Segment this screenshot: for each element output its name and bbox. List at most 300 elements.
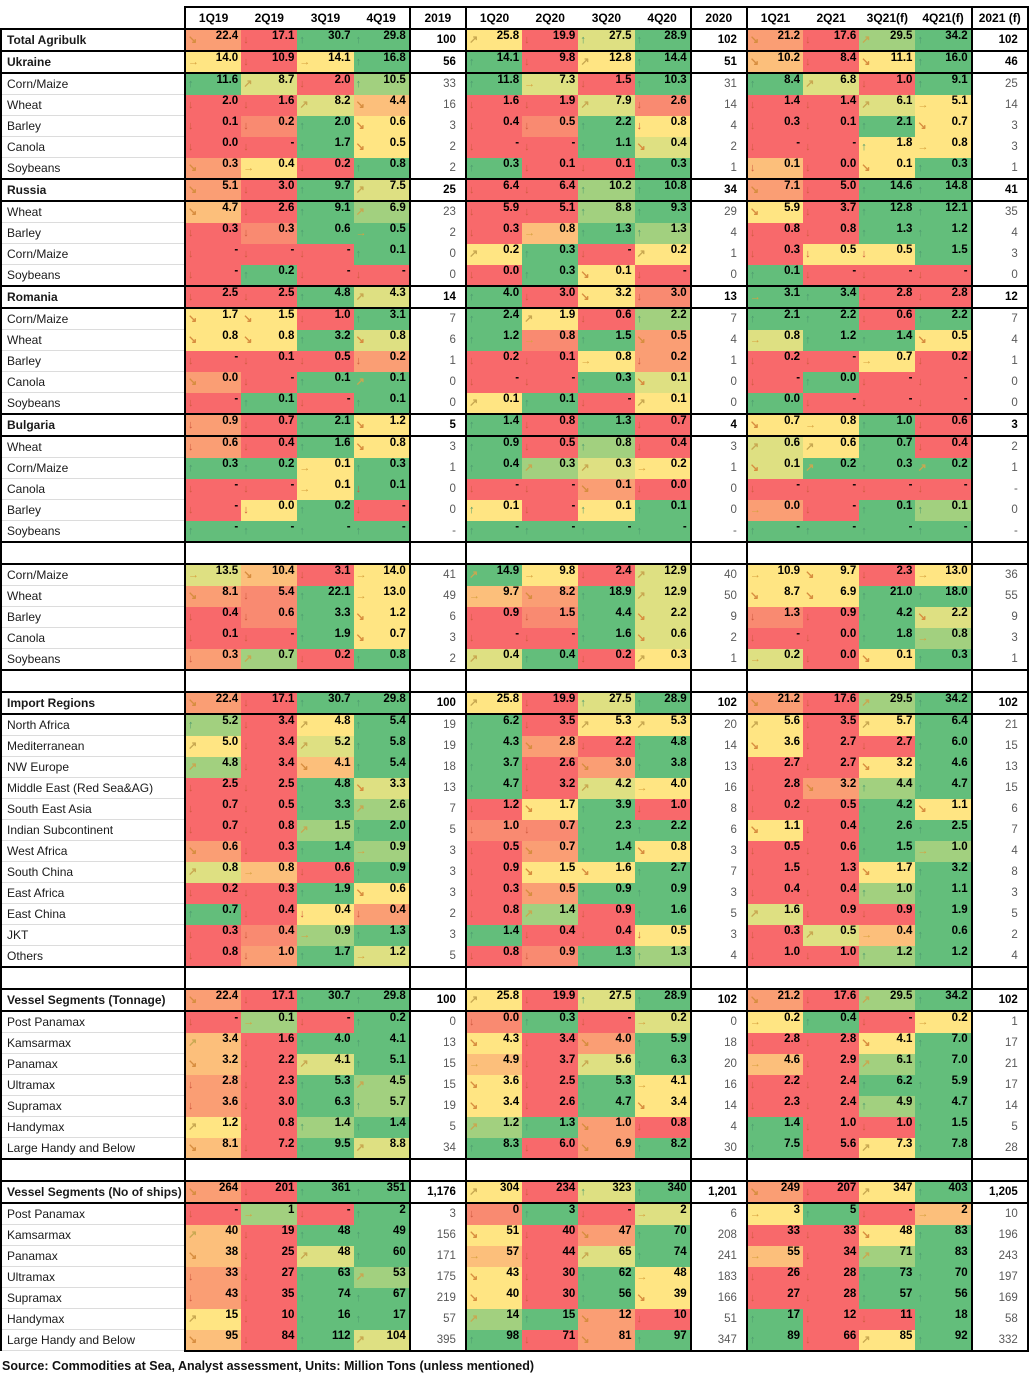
quarter-cell[interactable] [859, 51, 915, 73]
quarter-cell[interactable] [185, 1246, 241, 1267]
year-total-cell[interactable] [410, 244, 466, 265]
quarter-cell[interactable] [578, 265, 634, 287]
quarter-cell[interactable] [578, 1011, 634, 1033]
quarter-cell[interactable] [803, 1267, 859, 1288]
year-total-cell[interactable] [972, 714, 1028, 736]
row-label[interactable]: Wheat [1, 436, 185, 458]
quarter-cell[interactable] [185, 1203, 241, 1225]
quarter-cell[interactable] [915, 1138, 971, 1160]
quarter-cell[interactable] [185, 436, 241, 458]
quarter-cell[interactable] [522, 904, 578, 925]
quarter-cell[interactable] [297, 1054, 353, 1075]
year-total-cell[interactable] [691, 778, 747, 799]
year-total-cell[interactable] [410, 1203, 466, 1225]
year-total-cell[interactable] [691, 1181, 747, 1203]
year-total-cell[interactable] [691, 51, 747, 73]
quarter-cell[interactable] [241, 799, 297, 820]
quarter-cell[interactable] [915, 628, 971, 649]
year-total-cell[interactable] [691, 414, 747, 436]
quarter-cell[interactable] [578, 925, 634, 946]
year-total-cell[interactable] [691, 628, 747, 649]
quarter-cell[interactable] [185, 308, 241, 330]
quarter-cell[interactable] [354, 1033, 410, 1054]
quarter-cell[interactable] [354, 925, 410, 946]
quarter-cell[interactable] [915, 1033, 971, 1054]
year-total-cell[interactable] [691, 946, 747, 968]
quarter-cell[interactable] [241, 372, 297, 393]
quarter-cell[interactable] [241, 778, 297, 799]
quarter-cell[interactable] [803, 330, 859, 351]
quarter-cell[interactable] [241, 564, 297, 586]
quarter-cell[interactable] [185, 137, 241, 158]
column-header[interactable]: 2020 [691, 7, 747, 29]
quarter-cell[interactable] [185, 1054, 241, 1075]
quarter-cell[interactable] [747, 1096, 803, 1117]
quarter-cell[interactable] [915, 862, 971, 883]
quarter-cell[interactable] [915, 137, 971, 158]
year-total-cell[interactable] [691, 29, 747, 51]
quarter-cell[interactable] [185, 223, 241, 244]
quarter-cell[interactable] [354, 458, 410, 479]
year-total-cell[interactable] [972, 946, 1028, 968]
quarter-cell[interactable] [747, 1138, 803, 1160]
row-label[interactable]: Soybeans [1, 393, 185, 415]
quarter-cell[interactable] [297, 51, 353, 73]
year-total-cell[interactable] [972, 564, 1028, 586]
quarter-cell[interactable] [803, 1309, 859, 1330]
quarter-cell[interactable] [635, 73, 691, 95]
quarter-cell[interactable] [915, 904, 971, 925]
quarter-cell[interactable] [747, 436, 803, 458]
quarter-cell[interactable] [354, 393, 410, 415]
row-label[interactable]: Supramax [1, 1096, 185, 1117]
quarter-cell[interactable] [522, 820, 578, 841]
quarter-cell[interactable] [354, 1054, 410, 1075]
year-total-cell[interactable] [410, 265, 466, 287]
quarter-cell[interactable] [915, 372, 971, 393]
year-total-cell[interactable] [410, 904, 466, 925]
year-total-cell[interactable] [691, 244, 747, 265]
year-total-cell[interactable] [972, 883, 1028, 904]
quarter-cell[interactable] [578, 351, 634, 372]
year-total-cell[interactable] [691, 1309, 747, 1330]
quarter-cell[interactable] [185, 1309, 241, 1330]
quarter-cell[interactable] [241, 29, 297, 51]
quarter-cell[interactable] [578, 564, 634, 586]
quarter-cell[interactable] [915, 1225, 971, 1246]
column-header[interactable]: 3Q19 [297, 7, 353, 29]
quarter-cell[interactable] [241, 500, 297, 521]
quarter-cell[interactable] [354, 904, 410, 925]
year-total-cell[interactable] [691, 1203, 747, 1225]
quarter-cell[interactable] [241, 841, 297, 862]
year-total-cell[interactable] [972, 330, 1028, 351]
quarter-cell[interactable] [747, 649, 803, 671]
quarter-cell[interactable] [354, 862, 410, 883]
quarter-cell[interactable] [297, 201, 353, 223]
quarter-cell[interactable] [747, 351, 803, 372]
year-total-cell[interactable] [972, 137, 1028, 158]
row-label[interactable]: Wheat [1, 201, 185, 223]
year-total-cell[interactable] [691, 1267, 747, 1288]
quarter-cell[interactable] [466, 29, 522, 51]
quarter-cell[interactable] [466, 1246, 522, 1267]
quarter-cell[interactable] [522, 564, 578, 586]
year-total-cell[interactable] [691, 1288, 747, 1309]
quarter-cell[interactable] [578, 116, 634, 137]
quarter-cell[interactable] [522, 223, 578, 244]
quarter-cell[interactable] [466, 1203, 522, 1225]
column-header[interactable]: 2021 (f) [972, 7, 1028, 29]
row-label[interactable]: Large Handy and Below [1, 1330, 185, 1351]
quarter-cell[interactable] [522, 51, 578, 73]
quarter-cell[interactable] [522, 1033, 578, 1054]
quarter-cell[interactable] [241, 1181, 297, 1203]
year-total-cell[interactable] [410, 1288, 466, 1309]
quarter-cell[interactable] [522, 1075, 578, 1096]
quarter-cell[interactable] [185, 201, 241, 223]
quarter-cell[interactable] [354, 436, 410, 458]
row-label[interactable]: Wheat [1, 330, 185, 351]
quarter-cell[interactable] [466, 1309, 522, 1330]
quarter-cell[interactable] [859, 1075, 915, 1096]
year-total-cell[interactable] [972, 1267, 1028, 1288]
quarter-cell[interactable] [522, 73, 578, 95]
quarter-cell[interactable] [297, 1011, 353, 1033]
quarter-cell[interactable] [241, 1225, 297, 1246]
year-total-cell[interactable] [972, 586, 1028, 607]
quarter-cell[interactable] [522, 1138, 578, 1160]
quarter-cell[interactable] [859, 925, 915, 946]
row-label[interactable]: Russia [1, 179, 185, 201]
year-total-cell[interactable] [410, 628, 466, 649]
quarter-cell[interactable] [635, 989, 691, 1011]
year-total-cell[interactable] [410, 1330, 466, 1351]
row-label[interactable]: Import Regions [1, 692, 185, 714]
quarter-cell[interactable] [297, 1096, 353, 1117]
quarter-cell[interactable] [747, 1267, 803, 1288]
quarter-cell[interactable] [354, 1117, 410, 1138]
year-total-cell[interactable] [691, 820, 747, 841]
quarter-cell[interactable] [354, 29, 410, 51]
quarter-cell[interactable] [522, 436, 578, 458]
quarter-cell[interactable] [803, 736, 859, 757]
quarter-cell[interactable] [635, 372, 691, 393]
quarter-cell[interactable] [466, 564, 522, 586]
quarter-cell[interactable] [915, 1309, 971, 1330]
year-total-cell[interactable] [410, 862, 466, 883]
quarter-cell[interactable] [241, 116, 297, 137]
year-total-cell[interactable] [691, 286, 747, 308]
quarter-cell[interactable] [635, 201, 691, 223]
year-total-cell[interactable] [691, 479, 747, 500]
quarter-cell[interactable] [241, 586, 297, 607]
quarter-cell[interactable] [578, 692, 634, 714]
quarter-cell[interactable] [859, 714, 915, 736]
quarter-cell[interactable] [578, 1225, 634, 1246]
quarter-cell[interactable] [803, 95, 859, 116]
year-total-cell[interactable] [972, 1138, 1028, 1160]
quarter-cell[interactable] [635, 286, 691, 308]
year-total-cell[interactable] [972, 95, 1028, 116]
quarter-cell[interactable] [241, 1054, 297, 1075]
quarter-cell[interactable] [635, 137, 691, 158]
quarter-cell[interactable] [803, 351, 859, 372]
quarter-cell[interactable] [522, 179, 578, 201]
year-total-cell[interactable] [410, 414, 466, 436]
quarter-cell[interactable] [354, 414, 410, 436]
quarter-cell[interactable] [185, 692, 241, 714]
quarter-cell[interactable] [241, 223, 297, 244]
year-total-cell[interactable] [691, 436, 747, 458]
quarter-cell[interactable] [859, 778, 915, 799]
quarter-cell[interactable] [354, 521, 410, 543]
year-total-cell[interactable] [691, 521, 747, 543]
quarter-cell[interactable] [803, 436, 859, 458]
quarter-cell[interactable] [354, 714, 410, 736]
quarter-cell[interactable] [185, 51, 241, 73]
quarter-cell[interactable] [859, 757, 915, 778]
year-total-cell[interactable] [410, 458, 466, 479]
quarter-cell[interactable] [803, 649, 859, 671]
quarter-cell[interactable] [297, 564, 353, 586]
row-label[interactable]: Soybeans [1, 649, 185, 671]
quarter-cell[interactable] [859, 223, 915, 244]
quarter-cell[interactable] [466, 692, 522, 714]
quarter-cell[interactable] [747, 799, 803, 820]
year-total-cell[interactable] [691, 904, 747, 925]
year-total-cell[interactable] [972, 265, 1028, 287]
quarter-cell[interactable] [803, 1138, 859, 1160]
quarter-cell[interactable] [915, 308, 971, 330]
row-label[interactable]: Corn/Maize [1, 564, 185, 586]
quarter-cell[interactable] [522, 841, 578, 862]
year-total-cell[interactable] [972, 925, 1028, 946]
quarter-cell[interactable] [635, 946, 691, 968]
quarter-cell[interactable] [241, 351, 297, 372]
quarter-cell[interactable] [747, 521, 803, 543]
quarter-cell[interactable] [241, 1138, 297, 1160]
year-total-cell[interactable] [972, 799, 1028, 820]
quarter-cell[interactable] [354, 841, 410, 862]
quarter-cell[interactable] [297, 179, 353, 201]
quarter-cell[interactable] [859, 372, 915, 393]
quarter-cell[interactable] [185, 372, 241, 393]
row-label[interactable]: Kamsarmax [1, 1033, 185, 1054]
quarter-cell[interactable] [185, 330, 241, 351]
quarter-cell[interactable] [522, 1011, 578, 1033]
quarter-cell[interactable] [466, 521, 522, 543]
quarter-cell[interactable] [578, 73, 634, 95]
quarter-cell[interactable] [354, 1011, 410, 1033]
year-total-cell[interactable] [972, 1225, 1028, 1246]
quarter-cell[interactable] [915, 29, 971, 51]
quarter-cell[interactable] [859, 799, 915, 820]
year-total-cell[interactable] [691, 330, 747, 351]
quarter-cell[interactable] [859, 458, 915, 479]
quarter-cell[interactable] [635, 714, 691, 736]
quarter-cell[interactable] [747, 820, 803, 841]
row-label[interactable]: Canola [1, 372, 185, 393]
quarter-cell[interactable] [578, 757, 634, 778]
quarter-cell[interactable] [859, 29, 915, 51]
row-label[interactable]: Corn/Maize [1, 244, 185, 265]
year-total-cell[interactable] [410, 393, 466, 415]
quarter-cell[interactable] [747, 692, 803, 714]
column-header[interactable]: 1Q21 [747, 7, 803, 29]
quarter-cell[interactable] [522, 351, 578, 372]
year-total-cell[interactable] [691, 308, 747, 330]
quarter-cell[interactable] [915, 1267, 971, 1288]
year-total-cell[interactable] [972, 201, 1028, 223]
quarter-cell[interactable] [297, 1309, 353, 1330]
quarter-cell[interactable] [859, 736, 915, 757]
quarter-cell[interactable] [915, 757, 971, 778]
year-total-cell[interactable] [691, 223, 747, 244]
quarter-cell[interactable] [297, 714, 353, 736]
year-total-cell[interactable] [972, 1117, 1028, 1138]
quarter-cell[interactable] [747, 116, 803, 137]
quarter-cell[interactable] [803, 223, 859, 244]
column-header[interactable]: 1Q19 [185, 7, 241, 29]
quarter-cell[interactable] [747, 1309, 803, 1330]
quarter-cell[interactable] [241, 73, 297, 95]
row-label[interactable]: Wheat [1, 95, 185, 116]
year-total-cell[interactable] [691, 393, 747, 415]
quarter-cell[interactable] [803, 946, 859, 968]
quarter-cell[interactable] [915, 158, 971, 180]
quarter-cell[interactable] [522, 308, 578, 330]
quarter-cell[interactable] [522, 500, 578, 521]
quarter-cell[interactable] [185, 521, 241, 543]
quarter-cell[interactable] [297, 393, 353, 415]
quarter-cell[interactable] [747, 51, 803, 73]
quarter-cell[interactable] [241, 628, 297, 649]
quarter-cell[interactable] [522, 692, 578, 714]
year-total-cell[interactable] [410, 1033, 466, 1054]
quarter-cell[interactable] [354, 586, 410, 607]
quarter-cell[interactable] [859, 564, 915, 586]
quarter-cell[interactable] [803, 1011, 859, 1033]
quarter-cell[interactable] [747, 308, 803, 330]
year-total-cell[interactable] [410, 436, 466, 458]
quarter-cell[interactable] [297, 778, 353, 799]
quarter-cell[interactable] [578, 179, 634, 201]
year-total-cell[interactable] [410, 479, 466, 500]
quarter-cell[interactable] [578, 458, 634, 479]
quarter-cell[interactable] [803, 308, 859, 330]
quarter-cell[interactable] [522, 521, 578, 543]
quarter-cell[interactable] [466, 820, 522, 841]
quarter-cell[interactable] [522, 1309, 578, 1330]
year-total-cell[interactable] [972, 1075, 1028, 1096]
quarter-cell[interactable] [635, 1181, 691, 1203]
row-label[interactable]: Handymax [1, 1309, 185, 1330]
quarter-cell[interactable] [297, 925, 353, 946]
quarter-cell[interactable] [578, 500, 634, 521]
quarter-cell[interactable] [915, 201, 971, 223]
quarter-cell[interactable] [578, 479, 634, 500]
year-total-cell[interactable] [972, 1203, 1028, 1225]
quarter-cell[interactable] [297, 351, 353, 372]
quarter-cell[interactable] [297, 989, 353, 1011]
year-total-cell[interactable] [410, 820, 466, 841]
year-total-cell[interactable] [410, 1138, 466, 1160]
quarter-cell[interactable] [354, 286, 410, 308]
quarter-cell[interactable] [803, 1225, 859, 1246]
quarter-cell[interactable] [354, 1309, 410, 1330]
quarter-cell[interactable] [635, 1075, 691, 1096]
quarter-cell[interactable] [859, 137, 915, 158]
quarter-cell[interactable] [297, 883, 353, 904]
quarter-cell[interactable] [859, 436, 915, 458]
quarter-cell[interactable] [635, 564, 691, 586]
quarter-cell[interactable] [859, 73, 915, 95]
quarter-cell[interactable] [803, 564, 859, 586]
quarter-cell[interactable] [354, 223, 410, 244]
quarter-cell[interactable] [859, 649, 915, 671]
quarter-cell[interactable] [859, 820, 915, 841]
quarter-cell[interactable] [635, 330, 691, 351]
quarter-cell[interactable] [803, 1330, 859, 1351]
quarter-cell[interactable] [915, 351, 971, 372]
quarter-cell[interactable] [185, 820, 241, 841]
quarter-cell[interactable] [635, 862, 691, 883]
year-total-cell[interactable] [972, 414, 1028, 436]
quarter-cell[interactable] [241, 95, 297, 116]
year-total-cell[interactable] [410, 500, 466, 521]
year-total-cell[interactable] [972, 179, 1028, 201]
column-header[interactable]: 1Q20 [466, 7, 522, 29]
quarter-cell[interactable] [578, 841, 634, 862]
year-total-cell[interactable] [691, 757, 747, 778]
quarter-cell[interactable] [915, 820, 971, 841]
quarter-cell[interactable] [803, 799, 859, 820]
quarter-cell[interactable] [185, 179, 241, 201]
quarter-cell[interactable] [185, 458, 241, 479]
quarter-cell[interactable] [803, 458, 859, 479]
quarter-cell[interactable] [466, 1288, 522, 1309]
quarter-cell[interactable] [297, 1225, 353, 1246]
quarter-cell[interactable] [354, 265, 410, 287]
quarter-cell[interactable] [915, 330, 971, 351]
quarter-cell[interactable] [241, 883, 297, 904]
quarter-cell[interactable] [578, 201, 634, 223]
row-label[interactable]: East China [1, 904, 185, 925]
quarter-cell[interactable] [803, 1033, 859, 1054]
year-total-cell[interactable] [691, 73, 747, 95]
quarter-cell[interactable] [522, 757, 578, 778]
quarter-cell[interactable] [915, 1096, 971, 1117]
quarter-cell[interactable] [915, 1117, 971, 1138]
year-total-cell[interactable] [410, 286, 466, 308]
quarter-cell[interactable] [578, 628, 634, 649]
quarter-cell[interactable] [915, 736, 971, 757]
quarter-cell[interactable] [747, 1288, 803, 1309]
quarter-cell[interactable] [354, 1138, 410, 1160]
quarter-cell[interactable] [354, 479, 410, 500]
quarter-cell[interactable] [578, 51, 634, 73]
quarter-cell[interactable] [522, 628, 578, 649]
quarter-cell[interactable] [241, 521, 297, 543]
quarter-cell[interactable] [297, 1181, 353, 1203]
row-label[interactable]: Ukraine [1, 51, 185, 73]
quarter-cell[interactable] [185, 607, 241, 628]
quarter-cell[interactable] [354, 1267, 410, 1288]
quarter-cell[interactable] [185, 778, 241, 799]
quarter-cell[interactable] [241, 51, 297, 73]
quarter-cell[interactable] [859, 1181, 915, 1203]
